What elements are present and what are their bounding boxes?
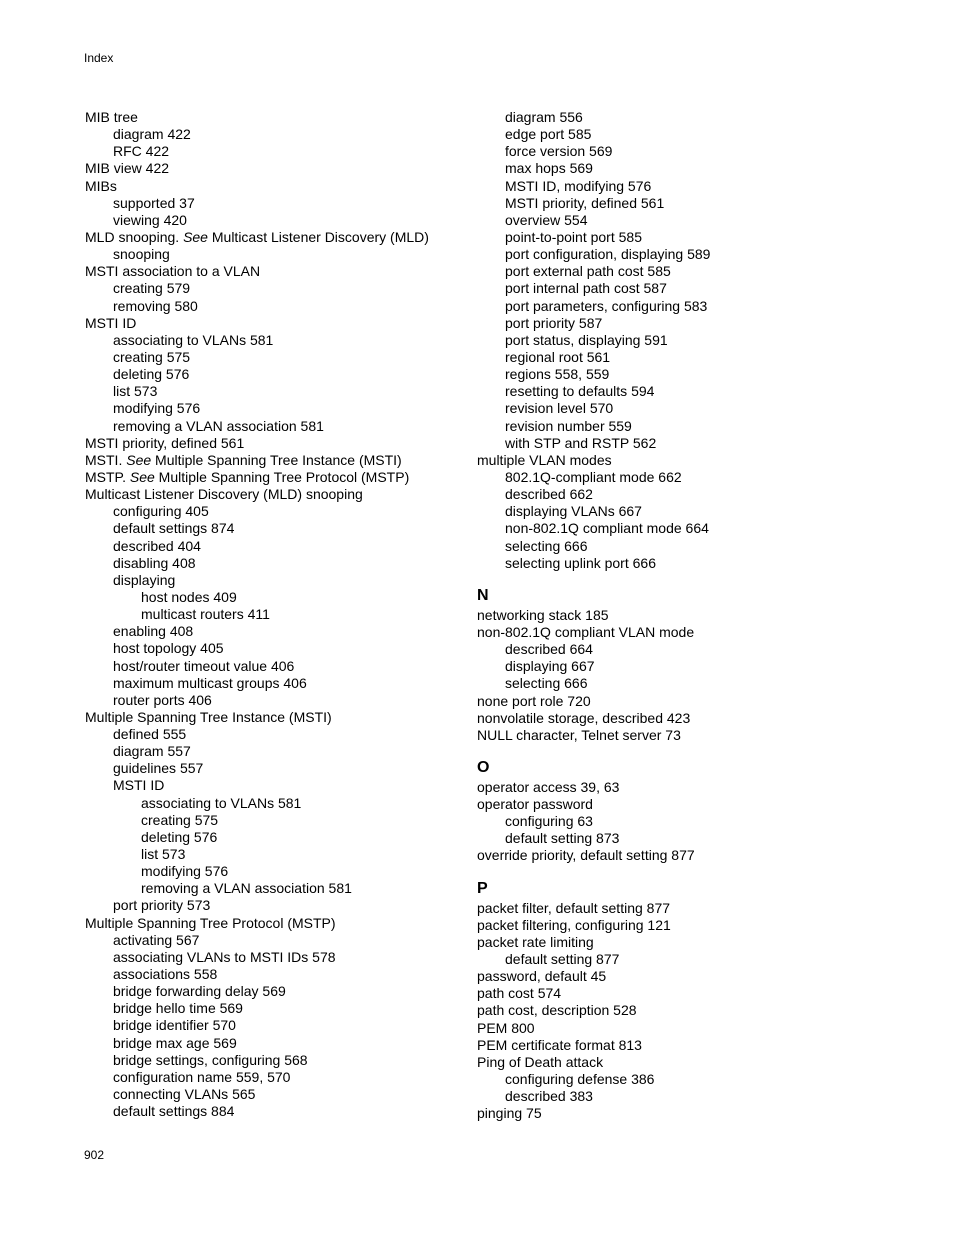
index-subentry: revision number 559 [505,417,632,434]
index-subentry: snooping [113,246,170,263]
index-subentry: described 383 [505,1088,593,1105]
index-subentry: creating 579 [113,280,191,297]
index-subentry: bridge hello time 569 [113,1000,243,1017]
index-subentry: revision level 570 [505,400,614,417]
index-entry: override priority, default setting 877 [477,847,695,864]
index-subentry: displaying 667 [505,658,595,675]
index-entry: MIB view 422 [85,160,170,177]
index-subentry: configuring 63 [505,813,593,830]
index-subentry: port status, displaying 591 [505,331,668,348]
index-subentry: associating to VLANs 581 [113,331,274,348]
index-entry: MSTI priority, defined 561 [85,434,245,451]
index-subentry: defined 555 [113,726,187,743]
index-entry: Multiple Spanning Tree Instance (MSTI) [85,708,332,725]
index-subentry: enabling 408 [113,623,194,640]
index-subentry: port internal path cost 587 [505,280,667,297]
index-entry: MSTI association to a VLAN [85,263,261,280]
index-entry: MSTI ID [85,314,137,331]
index-subentry: MSTI priority, defined 561 [505,194,665,211]
index-subentry: port external path cost 585 [505,263,671,280]
index-subentry: port parameters, configuring 583 [505,297,708,314]
index-subentry: host nodes 409 [141,588,237,605]
index-subentry: described 404 [113,537,201,554]
index-subentry: creating 575 [113,348,191,365]
index-subentry: maximum multicast groups 406 [113,674,307,691]
index-entry: packet filtering, configuring 121 [477,916,671,933]
index-subentry: with STP and RSTP 562 [505,434,657,451]
index-subentry: associating to VLANs 581 [141,794,302,811]
index-subentry: described 664 [505,641,593,658]
index-entry: Ping of Death attack [477,1053,604,1070]
index-subentry: bridge identifier 570 [113,1017,236,1034]
index-subentry: viewing 420 [113,211,187,228]
index-entry: none port role 720 [477,692,591,709]
index-subentry: bridge max age 569 [113,1034,237,1051]
index-subentry: default setting 877 [505,951,620,968]
index-subentry: connecting VLANs 565 [113,1086,256,1103]
index-entry: Multicast Listener Discovery (MLD) snooping [85,486,363,503]
index-subentry: default setting 873 [505,830,620,847]
index-subentry: associations 558 [113,966,218,983]
index-entry: operator access 39, 63 [477,778,620,795]
index-entry: Multiple Spanning Tree Protocol (MSTP) [85,914,336,931]
index-subentry: list 573 [141,846,186,863]
index-column-right [477,109,877,1122]
index-entry: nonvolatile storage, described 423 [477,709,691,726]
index-subentry: port priority 573 [113,897,211,914]
index-entry: PEM certificate format 813 [477,1036,642,1053]
index-subentry: removing a VLAN association 581 [141,880,352,897]
index-subentry: modifying 576 [113,400,201,417]
index-subentry: disabling 408 [113,554,196,571]
index-subentry: deleting 576 [113,366,190,383]
index-subentry: selecting 666 [505,537,588,554]
index-column-left [85,109,465,1120]
index-subentry: configuring 405 [113,503,209,520]
index-subentry: selecting uplink port 666 [505,554,656,571]
see-reference: See [126,451,152,468]
index-subentry: associating VLANs to MSTI IDs 578 [113,948,336,965]
index-subentry: regions 558, 559 [505,366,610,383]
index-entry: path cost, description 528 [477,1002,637,1019]
index-subentry: default settings 884 [113,1103,235,1120]
index-entry: MIB tree [85,109,138,125]
index-subentry: max hops 569 [505,160,593,177]
index-subentry: host topology 405 [113,640,224,657]
index-subentry: bridge forwarding delay 569 [113,983,286,1000]
index-subentry: overview 554 [505,211,588,228]
index-entry: pinging 75 [477,1105,542,1122]
index-subentry: diagram 556 [505,109,583,125]
index-subentry: displaying [113,571,176,588]
index-subentry: resetting to defaults 594 [505,383,655,400]
index-subentry: supported 37 [113,194,195,211]
index-subentry: removing a VLAN association 581 [113,417,324,434]
index-subentry: removing 580 [113,297,198,314]
index-subentry: MSTI ID, modifying 576 [505,177,652,194]
index-subentry: port configuration, displaying 589 [505,246,711,263]
index-subentry: non-802.1Q compliant mode 664 [505,520,709,537]
index-entry: MIBs [85,177,117,194]
index-entry: operator password [477,796,593,813]
index-subentry: diagram 557 [113,743,191,760]
index-subentry: host/router timeout value 406 [113,657,295,674]
index-subentry: configuring defense 386 [505,1071,655,1088]
see-reference: See [183,228,208,245]
entry-text: Multiple Spanning Tree Protocol (MSTP) [154,468,410,485]
index-subentry: modifying 576 [141,863,229,880]
index-subentry: activating 567 [113,931,200,948]
index-entry: password, default 45 [477,968,607,985]
index-subentry: guidelines 557 [113,760,204,777]
index-subentry: edge port 585 [505,126,592,143]
entry-text: Multicast Listener Discovery (MLD) [207,228,429,245]
index-subentry: MSTI ID [113,777,165,794]
index-subentry: 802.1Q-compliant mode 662 [505,468,682,485]
index-entry: PEM 800 [477,1019,535,1036]
index-subentry: list 573 [113,383,158,400]
index-entry: multiple VLAN modes [477,451,612,468]
index-section-letter: O [477,758,490,776]
index-subentry: diagram 422 [113,126,191,143]
index-subentry: point-to-point port 585 [505,228,642,245]
entry-text: MSTI. [85,451,127,468]
index-subentry: router ports 406 [113,691,212,708]
index-subentry: configuration name 559, 570 [113,1068,291,1085]
index-subentry: described 662 [505,486,593,503]
index-subentry: displaying VLANs 667 [505,503,642,520]
index-section-letter: P [477,879,488,897]
index-entry: path cost 574 [477,985,562,1002]
running-head: Index [84,51,114,65]
see-reference: See [129,468,155,485]
entry-text: Multiple Spanning Tree Instance (MSTI) [151,451,402,468]
index-subentry: bridge settings, configuring 568 [113,1051,308,1068]
index-subentry: multicast routers 411 [141,606,270,623]
index-subentry: RFC 422 [113,143,170,160]
index-entry: non-802.1Q compliant VLAN mode [477,623,695,640]
index-subentry: creating 575 [141,811,219,828]
index-entry: networking stack 185 [477,606,609,623]
index-entry: NULL character, Telnet server 73 [477,726,681,743]
index-subentry: port priority 587 [505,314,603,331]
index-subentry: selecting 666 [505,675,588,692]
index-section-letter: N [477,586,489,604]
index-entry [85,469,465,486]
index-entry: packet rate limiting [477,933,594,950]
index-entry [85,229,465,246]
page-number: 902 [84,1148,105,1162]
index-subentry: deleting 576 [141,828,218,845]
index-subentry: force version 569 [505,143,613,160]
index-subentry: regional root 561 [505,348,611,365]
entry-text: MLD snooping. [85,228,184,245]
index-entry [85,452,465,469]
entry-text: MSTP. [85,468,130,485]
index-entry: packet filter, default setting 877 [477,899,671,916]
index-subentry: default settings 874 [113,520,235,537]
